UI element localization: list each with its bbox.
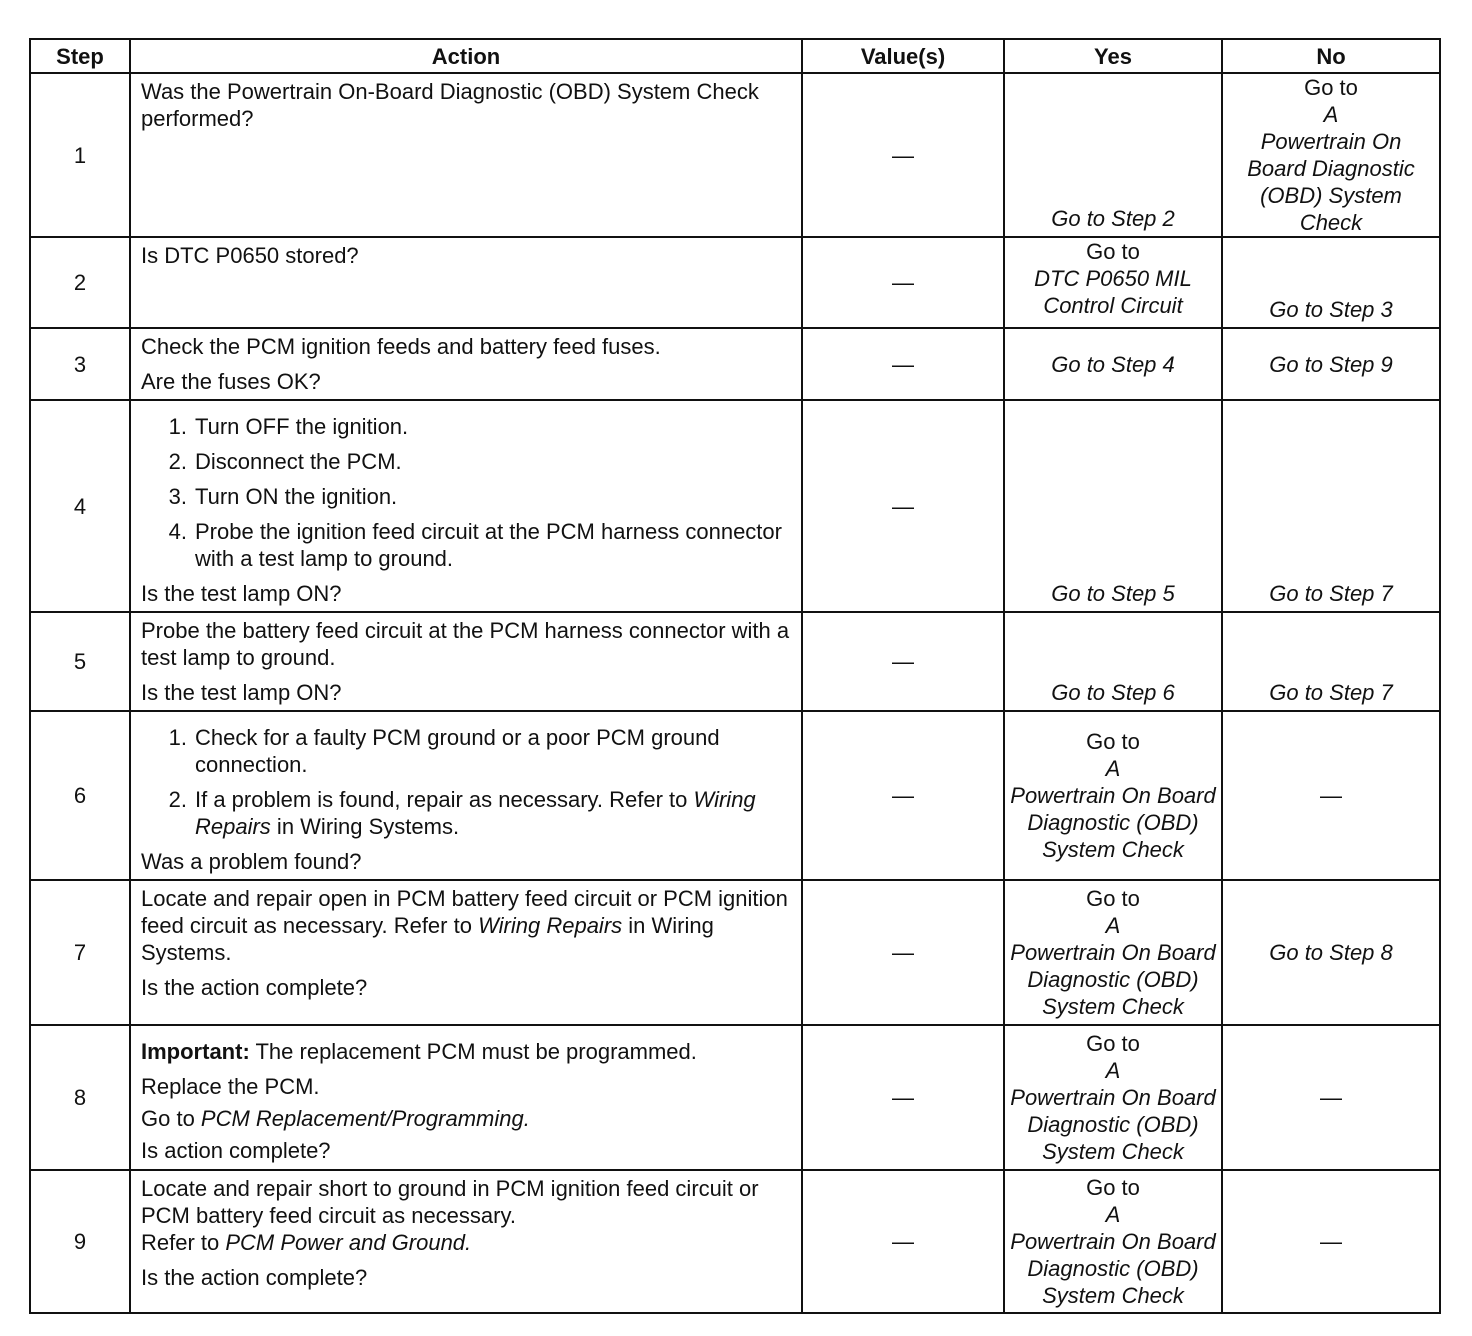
action-cell [130,73,802,237]
step-number: 3 [30,328,130,400]
action-question: Was the Powertrain On-Board Diagnostic (OBD) System Check performed? [141,79,759,131]
yes-link[interactable]: Go to Step 5 [1051,581,1175,606]
step-number: 7 [30,880,130,1025]
value-cell [802,1025,1004,1170]
action-text: Go to PCM Replacement/Programming. [141,1106,530,1131]
value-dash: — [892,493,914,519]
action-text: Locate and repair open in PCM battery feed circuit or PCM ignition feed circuit as necessary. Refer to Wiring Repairs in Wiring Systems. [141,886,788,965]
value-cell [802,73,1004,237]
action-question: Is action complete? [141,1138,331,1163]
value-cell [802,612,1004,711]
list-item: 3. Turn ON the ignition. [168,484,398,509]
table-row [30,1025,1440,1170]
action-text: Locate and repair short to ground in PCM ignition feed circuit or PCM battery feed circuit as necessary. [141,1176,759,1228]
action-cell [130,237,802,328]
table-row [30,328,1440,400]
action-cell [130,1025,802,1170]
action-cell [130,1170,802,1313]
action-text: Replace the PCM. [141,1074,320,1099]
yes-cell [1004,1170,1222,1313]
value-cell [802,711,1004,880]
list-item: 2. If a problem is found, repair as necessary. Refer to Wiring Repairs in Wiring Systems. [168,787,756,839]
table-row [30,1170,1440,1313]
value-dash: — [892,1229,914,1254]
pcm-replacement-link[interactable]: PCM Replacement/Programming. [200,1106,530,1131]
action-question: Are the fuses OK? [141,369,321,394]
action-text: Probe the battery feed circuit at the PCM harness connector with a test lamp to ground. [141,618,790,670]
no-link[interactable]: Go to Step 7 [1269,680,1393,705]
header-row [30,39,1440,73]
action-question: Is the action complete? [141,975,368,1000]
wiring-repairs-link[interactable]: Wiring Repairs [478,913,623,938]
yes-link[interactable]: Go to A Powertrain On Board Diagnostic (OBD) System Check [1010,886,1216,1019]
action-question: Is the test lamp ON? [141,581,342,606]
yes-link[interactable]: Go to A Powertrain On Board Diagnostic (OBD) System Check [1010,729,1216,862]
yes-cell [1004,237,1222,328]
header-step: Step [30,39,130,73]
value-cell [802,400,1004,612]
no-link[interactable]: Go to Step 9 [1269,351,1393,377]
action-question: Is DTC P0650 stored? [141,243,359,268]
list-item: 2. Disconnect the PCM. [168,449,402,474]
table-row [30,73,1440,237]
value-dash: — [892,649,914,674]
action-cell [130,711,802,880]
wiring-repairs-link[interactable]: Wiring Repairs [195,787,756,839]
value-dash: — [892,142,914,168]
pcm-power-ground-link[interactable]: PCM Power and Ground. [225,1230,472,1255]
list-item: 1. Turn OFF the ignition. [168,414,409,439]
no-link[interactable]: Go to Step 7 [1269,581,1393,606]
value-dash: — [892,783,914,808]
step-number: 8 [30,1025,130,1170]
no-cell [1222,612,1440,711]
step-number: 2 [30,237,130,328]
action-text: Check the PCM ignition feeds and battery feed fuses. [141,334,661,359]
table-row [30,237,1440,328]
yes-cell [1004,711,1222,880]
header-values: Value(s) [802,39,1004,73]
yes-cell [1004,400,1222,612]
yes-cell [1004,612,1222,711]
no-dash: — [1320,783,1342,808]
action-question: Is the test lamp ON? [141,680,342,705]
action-cell [130,880,802,1025]
step-number: 4 [30,400,130,612]
important-note: Important: The replacement PCM must be programmed. [141,1039,697,1064]
action-question: Is the action complete? [141,1265,368,1290]
table-row [30,400,1440,612]
yes-link[interactable]: Go to A Powertrain On Board Diagnostic (OBD) System Check [1010,1175,1216,1308]
value-dash: — [892,1085,914,1110]
step-number: 1 [30,73,130,237]
no-link[interactable]: Go to Step 3 [1269,297,1393,322]
table-row [30,711,1440,880]
no-link[interactable]: Go to A Powertrain On Board Diagnostic (OBD) System Check [1247,75,1415,235]
list-item: 4. Probe the ignition feed circuit at the PCM harness connector with a test lamp to ground. [168,519,782,571]
yes-link[interactable]: Go to Step 2 [1051,206,1175,231]
diagnostic-table [29,38,1441,1314]
yes-cell [1004,1025,1222,1170]
value-cell [802,1170,1004,1313]
action-cell [130,328,802,400]
value-dash: — [892,270,914,295]
no-cell [1222,73,1440,237]
yes-cell [1004,73,1222,237]
yes-cell [1004,880,1222,1025]
value-dash: — [892,351,914,377]
no-dash: — [1320,1085,1342,1110]
action-question: Was a problem found? [141,849,362,874]
step-number: 6 [30,711,130,880]
table-row [30,880,1440,1025]
value-cell [802,880,1004,1025]
no-cell [1222,237,1440,328]
value-cell [802,237,1004,328]
step-number: 5 [30,612,130,711]
value-cell [802,328,1004,400]
value-dash: — [892,940,914,965]
no-cell [1222,880,1440,1025]
action-cell [130,612,802,711]
no-dash: — [1320,1229,1342,1254]
header-action: Action [130,39,802,73]
header-no: No [1222,39,1440,73]
no-cell [1222,328,1440,400]
header-yes: Yes [1004,39,1222,73]
no-cell [1222,1170,1440,1313]
no-cell [1222,711,1440,880]
table-row [30,612,1440,711]
no-cell [1222,1025,1440,1170]
step-number: 9 [30,1170,130,1313]
no-cell [1222,400,1440,612]
yes-cell [1004,328,1222,400]
yes-link[interactable]: Go to A Powertrain On Board Diagnostic (OBD) System Check [1010,1031,1216,1164]
no-link[interactable]: Go to Step 8 [1269,940,1393,965]
yes-link[interactable]: Go to Step 6 [1051,680,1175,705]
action-cell [130,400,802,612]
yes-link[interactable]: Go to Step 4 [1051,351,1175,377]
yes-link[interactable]: Go to DTC P0650 MIL Control Circuit [1034,239,1192,318]
list-item: 1. Check for a faulty PCM ground or a poor PCM ground connection. [168,725,720,777]
action-text: Refer to PCM Power and Ground. [141,1230,472,1255]
